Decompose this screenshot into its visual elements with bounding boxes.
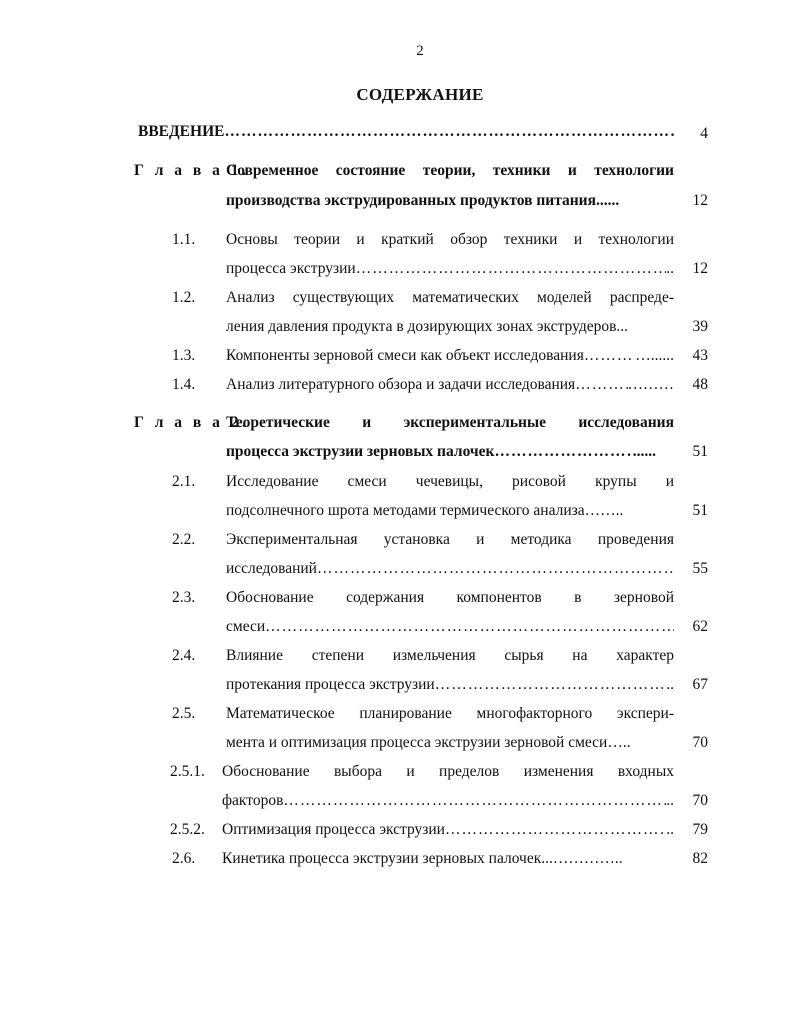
section-number: 2.5.1.: [170, 763, 205, 780]
section-page: 55: [692, 560, 708, 577]
chapter2-title-line2: процесса экструзии зерновых палочек …………………………………………………………………………………………………………………………………………………………… ......: [226, 442, 656, 462]
section-title-line1: Анализ существующих математических моделей распреде-: [226, 289, 674, 306]
toc-entry-intro: [138, 122, 674, 142]
section-page: 70: [692, 792, 708, 809]
section-number: 2.4.: [172, 647, 196, 664]
leader-dots: [317, 559, 674, 579]
section-number: 2.6.: [172, 850, 196, 867]
leader-dots: [435, 675, 667, 695]
section-title-line1: Обоснование содержания компонентов в зерновой: [226, 589, 674, 606]
section-page: 51: [692, 502, 708, 519]
section-number: 2.5.2.: [170, 821, 205, 838]
section-title-line1: Кинетика процесса экструзии зерновых палочек ...…………..: [222, 850, 623, 867]
section-page: 79: [692, 821, 708, 838]
chapter1-label: Г л а в а 1.: [134, 162, 250, 179]
chapter2-label: Г л а в а 2.: [134, 414, 250, 431]
section-page: 43: [692, 347, 708, 364]
section-title-line1: Влияние степени измельчения сырья на характер: [226, 647, 674, 664]
section-page: 67: [692, 676, 708, 693]
section-title-line2: ления давления продукта в дозирующих зонах экструдеров...: [226, 318, 629, 335]
section-title-line2: смеси ……………………………………………………………………………………………………………………………………………………………: [226, 617, 674, 637]
section-page: 82: [692, 850, 708, 867]
section-title-line2: исследований ……………………………………………………………………………………………………………………………………………………………: [226, 559, 674, 579]
chapter1-title-line2: производства экструдированных продуктов питания ......: [226, 192, 620, 209]
section-title-line2: протекания процесса экструзии …………………………………………………………………………………………………………………………………………………………… ..: [226, 675, 674, 695]
section-number: 1.2.: [172, 289, 196, 306]
toc-intro-page: 4: [700, 125, 708, 142]
leader-dots: [356, 259, 667, 279]
section-title-line2: процесса экструзии …………………………………………………………………………………………………………………………………………………………… ..: [226, 259, 674, 279]
section-number: 2.2.: [172, 531, 196, 548]
section-number: 1.3.: [172, 347, 196, 364]
section-title-line1: Обоснование выбора и пределов изменения входных: [222, 763, 674, 780]
leader-dots: [494, 442, 632, 462]
section-page: 48: [692, 376, 708, 393]
section-page: 12: [692, 260, 708, 277]
page-title: СОДЕРЖАНИЕ: [356, 85, 484, 104]
leader-dots: [575, 375, 627, 395]
section-title-line1: Оптимизация процесса экструзии …………………………………………………………………………………………………………………………………………………………… ..: [222, 820, 674, 840]
leader-dots: [283, 791, 666, 811]
leader-dots: [224, 122, 674, 142]
section-title-line1: Исследование смеси чечевицы, рисовой крупы и: [226, 473, 674, 490]
section-number: 1.4.: [172, 376, 196, 393]
section-page: 62: [692, 618, 708, 635]
chapter1-title-line1: Современное состояние теории, техники и технологии: [226, 162, 674, 179]
section-title-line1: Экспериментальная установка и методика проведения: [226, 531, 674, 548]
chapter2-page: 51: [692, 443, 708, 460]
section-number: 1.1.: [172, 231, 196, 248]
section-page: 39: [692, 318, 708, 335]
section-title-line1: Математическое планирование многофакторного экспери-: [226, 705, 674, 722]
section-title-line2: подсолнечного шрота методами термического анализа ……..: [226, 502, 624, 519]
page-number: 2: [416, 43, 424, 59]
section-number: 2.3.: [172, 589, 196, 606]
chapter1-page: 12: [692, 192, 708, 209]
section-number: 2.5.: [172, 705, 196, 722]
toc-intro-label: ВВЕДЕНИЕ: [138, 123, 225, 140]
section-number: 2.1.: [172, 473, 196, 490]
section-title-line1: Основы теории и краткий обзор техники и технологии: [226, 231, 674, 248]
section-title-line2: факторов …………………………………………………………………………………………………………………………………………………………… ..: [222, 791, 674, 811]
section-title-line2: мента и оптимизация процесса экструзии зерновой смеси …..: [226, 734, 631, 751]
section-page: 70: [692, 734, 708, 751]
section-title-line1: Компоненты зерновой смеси как объект исследования …………………………………………………………………………………………………………………………………………………………… …......: [226, 346, 674, 366]
leader-dots: [445, 820, 666, 840]
leader-dots: [265, 617, 674, 637]
leader-dots: [584, 346, 635, 366]
section-title-line1: Анализ литературного обзора и задачи исследования …………………………………………………………………………………………………………………………………………………………… ………: [226, 375, 674, 395]
chapter2-title-line1: Теоретические и экспериментальные исследования: [226, 414, 674, 431]
